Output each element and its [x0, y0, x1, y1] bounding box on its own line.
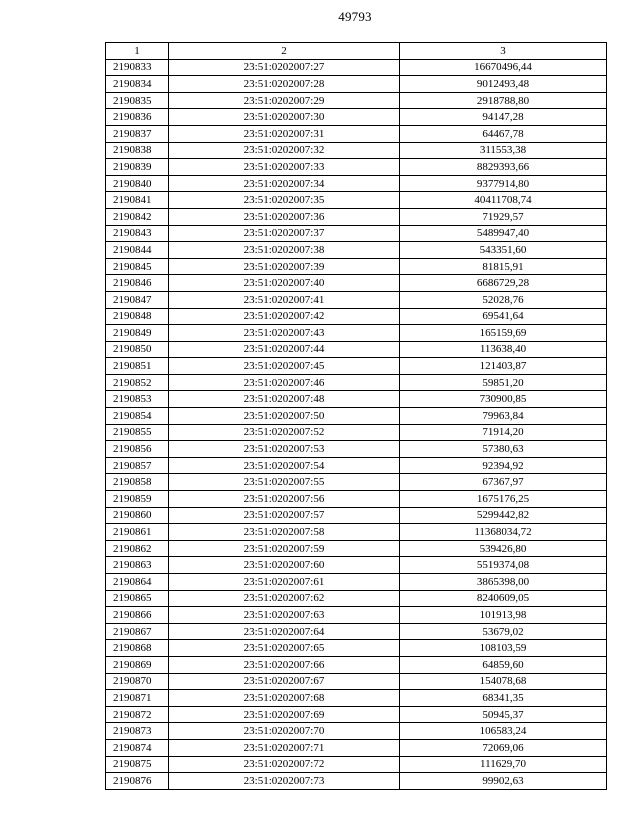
cell-value: 68341,35	[400, 690, 607, 707]
cell-record-id: 2190855	[106, 424, 169, 441]
cell-cadastral-number: 23:51:0202007:27	[169, 59, 400, 76]
cell-record-id: 2190834	[106, 76, 169, 93]
cell-cadastral-number: 23:51:0202007:45	[169, 358, 400, 375]
table-row	[106, 457, 607, 474]
cell-record-id: 2190873	[106, 723, 169, 740]
cell-record-id: 2190874	[106, 739, 169, 756]
cell-cadastral-number: 23:51:0202007:41	[169, 291, 400, 308]
table-row	[106, 623, 607, 640]
cell-value: 81815,91	[400, 258, 607, 275]
cell-record-id: 2190871	[106, 690, 169, 707]
cell-record-id: 2190852	[106, 374, 169, 391]
cell-value: 121403,87	[400, 358, 607, 375]
cell-record-id: 2190872	[106, 706, 169, 723]
cell-cadastral-number: 23:51:0202007:64	[169, 623, 400, 640]
cell-cadastral-number: 23:51:0202007:28	[169, 76, 400, 93]
cell-cadastral-number: 23:51:0202007:40	[169, 275, 400, 292]
cell-value: 9012493,48	[400, 76, 607, 93]
cell-value: 8240609,05	[400, 590, 607, 607]
table-row	[106, 673, 607, 690]
cell-value: 3865398,00	[400, 574, 607, 591]
table-row	[106, 607, 607, 624]
table-row	[106, 142, 607, 159]
cell-value: 64859,60	[400, 656, 607, 673]
cell-value: 11368034,72	[400, 524, 607, 541]
table-row	[106, 656, 607, 673]
cell-record-id: 2190847	[106, 291, 169, 308]
cell-cadastral-number: 23:51:0202007:53	[169, 441, 400, 458]
cell-value: 50945,37	[400, 706, 607, 723]
cell-record-id: 2190846	[106, 275, 169, 292]
table-row	[106, 76, 607, 93]
cell-cadastral-number: 23:51:0202007:34	[169, 175, 400, 192]
cell-value: 2918788,80	[400, 92, 607, 109]
cell-record-id: 2190836	[106, 109, 169, 126]
cell-cadastral-number: 23:51:0202007:67	[169, 673, 400, 690]
cell-cadastral-number: 23:51:0202007:52	[169, 424, 400, 441]
cell-cadastral-number: 23:51:0202007:66	[169, 656, 400, 673]
cell-value: 6686729,28	[400, 275, 607, 292]
cell-value: 16670496,44	[400, 59, 607, 76]
cell-cadastral-number: 23:51:0202007:65	[169, 640, 400, 657]
table-row	[106, 557, 607, 574]
table-row	[106, 408, 607, 425]
cell-cadastral-number: 23:51:0202007:73	[169, 773, 400, 790]
cell-value: 57380,63	[400, 441, 607, 458]
table-row	[106, 92, 607, 109]
cell-value: 165159,69	[400, 325, 607, 342]
cell-value: 59851,20	[400, 374, 607, 391]
cell-record-id: 2190875	[106, 756, 169, 773]
cell-value: 71914,20	[400, 424, 607, 441]
cell-value: 154078,68	[400, 673, 607, 690]
cell-record-id: 2190837	[106, 125, 169, 142]
cell-record-id: 2190876	[106, 773, 169, 790]
table-row	[106, 773, 607, 790]
cell-cadastral-number: 23:51:0202007:44	[169, 341, 400, 358]
table-row	[106, 690, 607, 707]
cell-cadastral-number: 23:51:0202007:46	[169, 374, 400, 391]
cell-value: 67367,97	[400, 474, 607, 491]
cell-cadastral-number: 23:51:0202007:39	[169, 258, 400, 275]
cell-record-id: 2190869	[106, 656, 169, 673]
table-row	[106, 441, 607, 458]
table-row	[106, 59, 607, 76]
cell-cadastral-number: 23:51:0202007:32	[169, 142, 400, 159]
cell-value: 1675176,25	[400, 491, 607, 508]
cell-record-id: 2190839	[106, 159, 169, 176]
cell-cadastral-number: 23:51:0202007:58	[169, 524, 400, 541]
cell-record-id: 2190864	[106, 574, 169, 591]
cell-value: 40411708,74	[400, 192, 607, 209]
cell-value: 72069,06	[400, 739, 607, 756]
cell-record-id: 2190863	[106, 557, 169, 574]
cell-value: 69541,64	[400, 308, 607, 325]
table-row	[106, 739, 607, 756]
cell-value: 108103,59	[400, 640, 607, 657]
table-row	[106, 640, 607, 657]
cell-cadastral-number: 23:51:0202007:48	[169, 391, 400, 408]
cell-cadastral-number: 23:51:0202007:69	[169, 706, 400, 723]
table-row	[106, 125, 607, 142]
cell-record-id: 2190856	[106, 441, 169, 458]
cell-record-id: 2190850	[106, 341, 169, 358]
cell-cadastral-number: 23:51:0202007:54	[169, 457, 400, 474]
table-row	[106, 756, 607, 773]
cell-cadastral-number: 23:51:0202007:33	[169, 159, 400, 176]
cell-record-id: 2190849	[106, 325, 169, 342]
cell-cadastral-number: 23:51:0202007:70	[169, 723, 400, 740]
cell-record-id: 2190858	[106, 474, 169, 491]
cell-value: 106583,24	[400, 723, 607, 740]
cell-cadastral-number: 23:51:0202007:55	[169, 474, 400, 491]
cell-value: 111629,70	[400, 756, 607, 773]
cell-record-id: 2190833	[106, 59, 169, 76]
table-row	[106, 291, 607, 308]
cell-cadastral-number: 23:51:0202007:62	[169, 590, 400, 607]
cell-value: 64467,78	[400, 125, 607, 142]
cell-record-id: 2190838	[106, 142, 169, 159]
cell-value: 79963,84	[400, 408, 607, 425]
table-row	[106, 159, 607, 176]
table-header	[106, 43, 607, 60]
column-header-1: 1	[106, 43, 169, 60]
cell-cadastral-number: 23:51:0202007:37	[169, 225, 400, 242]
table-header-row	[106, 43, 607, 60]
cell-record-id: 2190835	[106, 92, 169, 109]
cell-record-id: 2190867	[106, 623, 169, 640]
cell-cadastral-number: 23:51:0202007:59	[169, 540, 400, 557]
table-row	[106, 109, 607, 126]
table-row	[106, 341, 607, 358]
cell-value: 543351,60	[400, 242, 607, 259]
cell-record-id: 2190845	[106, 258, 169, 275]
data-table	[105, 42, 607, 790]
cell-record-id: 2190854	[106, 408, 169, 425]
cell-cadastral-number: 23:51:0202007:63	[169, 607, 400, 624]
table-row	[106, 374, 607, 391]
cell-record-id: 2190842	[106, 208, 169, 225]
cell-value: 71929,57	[400, 208, 607, 225]
cell-cadastral-number: 23:51:0202007:50	[169, 408, 400, 425]
cell-record-id: 2190870	[106, 673, 169, 690]
cell-record-id: 2190862	[106, 540, 169, 557]
table-body	[106, 59, 607, 789]
cell-value: 9377914,80	[400, 175, 607, 192]
table-row	[106, 491, 607, 508]
cell-value: 8829393,66	[400, 159, 607, 176]
table-row	[106, 590, 607, 607]
cell-value: 113638,40	[400, 341, 607, 358]
cell-record-id: 2190851	[106, 358, 169, 375]
cell-record-id: 2190843	[106, 225, 169, 242]
cell-value: 5299442,82	[400, 507, 607, 524]
cell-cadastral-number: 23:51:0202007:61	[169, 574, 400, 591]
table-row	[106, 706, 607, 723]
cell-value: 539426,80	[400, 540, 607, 557]
cell-record-id: 2190848	[106, 308, 169, 325]
cell-cadastral-number: 23:51:0202007:36	[169, 208, 400, 225]
table-row	[106, 242, 607, 259]
table-row	[106, 358, 607, 375]
table-row	[106, 474, 607, 491]
cell-value: 311553,38	[400, 142, 607, 159]
cell-cadastral-number: 23:51:0202007:57	[169, 507, 400, 524]
cell-cadastral-number: 23:51:0202007:29	[169, 92, 400, 109]
table-row	[106, 391, 607, 408]
table-row	[106, 192, 607, 209]
cell-cadastral-number: 23:51:0202007:56	[169, 491, 400, 508]
cell-record-id: 2190844	[106, 242, 169, 259]
cell-cadastral-number: 23:51:0202007:38	[169, 242, 400, 259]
table-row	[106, 723, 607, 740]
cell-cadastral-number: 23:51:0202007:43	[169, 325, 400, 342]
table-row	[106, 507, 607, 524]
cell-record-id: 2190866	[106, 607, 169, 624]
cell-record-id: 2190860	[106, 507, 169, 524]
cell-record-id: 2190865	[106, 590, 169, 607]
cell-record-id: 2190868	[106, 640, 169, 657]
table-row	[106, 540, 607, 557]
cell-cadastral-number: 23:51:0202007:31	[169, 125, 400, 142]
cell-record-id: 2190853	[106, 391, 169, 408]
cell-record-id: 2190841	[106, 192, 169, 209]
cell-value: 101913,98	[400, 607, 607, 624]
cell-value: 52028,76	[400, 291, 607, 308]
cell-value: 5489947,40	[400, 225, 607, 242]
table-row	[106, 175, 607, 192]
cell-record-id: 2190857	[106, 457, 169, 474]
cell-value: 94147,28	[400, 109, 607, 126]
cell-cadastral-number: 23:51:0202007:35	[169, 192, 400, 209]
cell-cadastral-number: 23:51:0202007:30	[169, 109, 400, 126]
cell-value: 730900,85	[400, 391, 607, 408]
column-header-2: 2	[169, 43, 400, 60]
table-row	[106, 574, 607, 591]
cell-record-id: 2190859	[106, 491, 169, 508]
table-row	[106, 325, 607, 342]
cell-cadastral-number: 23:51:0202007:71	[169, 739, 400, 756]
table-row	[106, 208, 607, 225]
table-row	[106, 524, 607, 541]
table-row	[106, 424, 607, 441]
cell-cadastral-number: 23:51:0202007:68	[169, 690, 400, 707]
cell-value: 99902,63	[400, 773, 607, 790]
table-row	[106, 308, 607, 325]
cell-value: 53679,02	[400, 623, 607, 640]
column-header-3: 3	[400, 43, 607, 60]
cell-cadastral-number: 23:51:0202007:60	[169, 557, 400, 574]
table-row	[106, 275, 607, 292]
table-row	[106, 258, 607, 275]
cell-record-id: 2190861	[106, 524, 169, 541]
table-row	[106, 225, 607, 242]
cell-cadastral-number: 23:51:0202007:42	[169, 308, 400, 325]
cell-cadastral-number: 23:51:0202007:72	[169, 756, 400, 773]
page-number: 49793	[338, 9, 372, 24]
cell-value: 92394,92	[400, 457, 607, 474]
cell-value: 5519374,08	[400, 557, 607, 574]
cell-record-id: 2190840	[106, 175, 169, 192]
